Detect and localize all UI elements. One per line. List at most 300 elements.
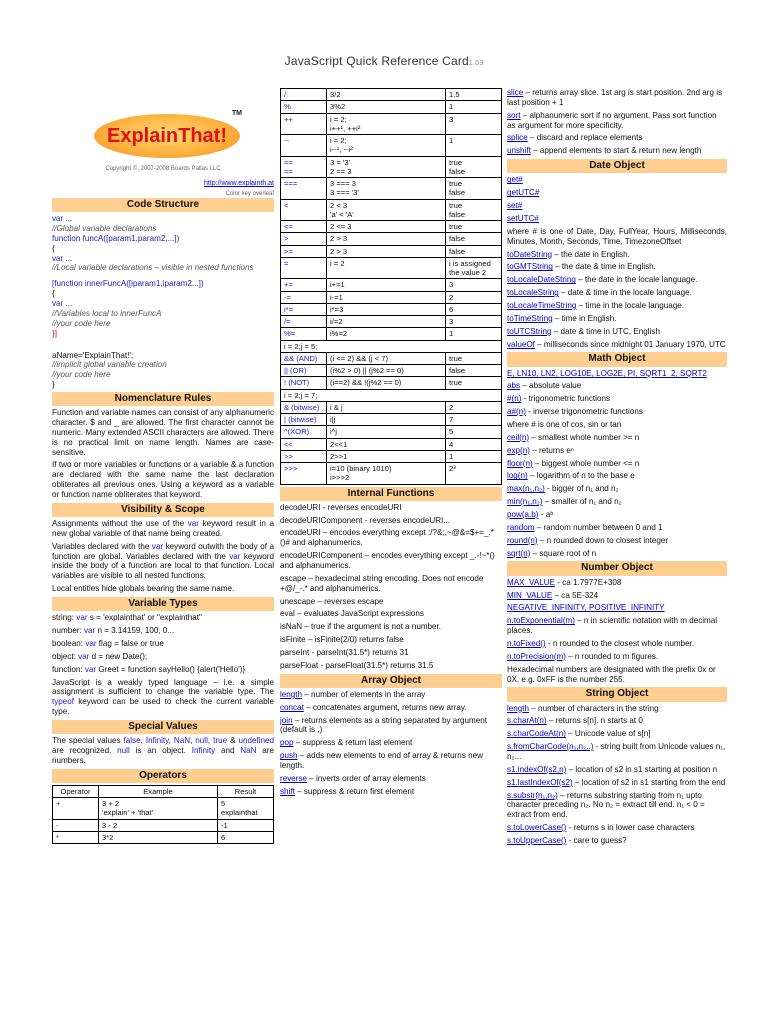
internal-function-item: isNaN – true if the argument is not a number. bbox=[280, 622, 442, 632]
operator-row bbox=[281, 113, 502, 135]
math-method-desc: – square root of n bbox=[530, 548, 597, 558]
date-method bbox=[507, 262, 727, 272]
logo-text: ExplainThat! bbox=[106, 124, 227, 147]
code-line: function funcA([param1,param2,...]) bbox=[52, 233, 180, 243]
internal-function-item: parseInt - parseInt(31.5*) returns 31 bbox=[280, 648, 409, 657]
array-method bbox=[280, 787, 502, 797]
operator-row bbox=[53, 798, 274, 820]
column-3 bbox=[507, 88, 727, 849]
operators-table-continued bbox=[280, 88, 502, 485]
operator-row bbox=[281, 438, 502, 450]
operator-result: 1 bbox=[446, 450, 502, 462]
date-method-link[interactable]: toLocaleString bbox=[507, 288, 559, 298]
math-method-link[interactable]: #(n) bbox=[507, 394, 522, 404]
operator-symbol: / bbox=[281, 89, 327, 101]
internal-function-item: parseFloat - parseFloat(31.5*) returns 31.5 bbox=[280, 660, 434, 670]
operator-symbol: i*= bbox=[281, 303, 327, 315]
string-method bbox=[507, 729, 727, 739]
visibility-p1: Assignments without the use of the var keyword result in a new global variable of that name being created. bbox=[52, 519, 274, 538]
string-method-link[interactable]: s.charCodeAt(n) bbox=[507, 729, 566, 739]
operator-result: 3 bbox=[446, 279, 502, 291]
operators-table bbox=[52, 785, 274, 844]
operator-result: i is assigned the value 2 bbox=[446, 257, 502, 279]
operator-result: true bbox=[446, 352, 502, 364]
operator-symbol: -- bbox=[281, 135, 327, 157]
array-method-desc: – discard and replace elements bbox=[527, 133, 643, 143]
math-method-link[interactable]: exp(n) bbox=[507, 445, 530, 455]
operator-row bbox=[281, 279, 502, 291]
operator-example: 2<<1 bbox=[327, 438, 446, 450]
date-accessor-link[interactable]: set# bbox=[507, 201, 523, 211]
date-method-link[interactable]: toLocaleDateString bbox=[507, 275, 576, 285]
vt-note: JavaScript is a weakly typed language – i.e. a simple assignment is sufficient to change the variable type. The typeof keyword can be used to check the current variable type. bbox=[52, 677, 274, 717]
math-method-desc: where # is one of cos, sin or tan bbox=[507, 420, 622, 429]
code-structure-header: Code Structure bbox=[52, 198, 274, 212]
array-method bbox=[280, 690, 502, 700]
array-method-link[interactable]: concat bbox=[280, 702, 304, 712]
number-member-link[interactable]: n.toExponential(m) bbox=[507, 616, 575, 626]
operator-row bbox=[281, 377, 502, 389]
operator-example: (i <= 2) && (j < 7) bbox=[327, 352, 446, 364]
string-method bbox=[507, 778, 727, 788]
number-member-desc: - ca 1.7977E+308 bbox=[554, 577, 622, 587]
operator-example: i=10 (binary 1010) i>>>2 bbox=[327, 463, 446, 485]
operator-symbol: ^(XOR) bbox=[281, 426, 327, 438]
operator-row bbox=[281, 135, 502, 157]
operator-row bbox=[53, 819, 274, 831]
math-method-desc: - trigonometric functions bbox=[521, 394, 611, 404]
code-line: //Global variable declarations bbox=[52, 224, 157, 234]
string-methods-list bbox=[507, 704, 727, 846]
nomenclature-p2: If two or more variables or functions or a variable & a function are declared with the same name the last declaration obliterates all previous ones. Using a keyword as a variable or function name obliterates that keyword. bbox=[52, 460, 274, 499]
operator-row bbox=[281, 101, 502, 113]
math-method-desc: – n rounded down to closest integer bbox=[537, 535, 669, 545]
number-member bbox=[507, 616, 727, 636]
string-method-desc: – number of characters in the string bbox=[529, 703, 659, 713]
code-line: [function innerFuncA([iparam1,iparam2...]) bbox=[52, 279, 204, 289]
operator-result: 7 bbox=[446, 414, 502, 426]
operator-symbol: | (bitwise) bbox=[281, 414, 327, 426]
copyright: Copyright ©, 2007-2008 Boards Pallas LLC bbox=[105, 166, 221, 172]
date-method bbox=[507, 327, 727, 337]
string-method-link[interactable]: s1.lastIndexOf(s2) bbox=[507, 777, 573, 787]
special-values-text: The special values false, Infinity, NaN, null, true & undefined are recognized. null is an object. Infinity and NaN are numbers. bbox=[52, 736, 275, 765]
version-label: 1.03 bbox=[468, 60, 484, 67]
operator-note: i = 2;j = 5; bbox=[281, 340, 502, 352]
date-method-desc: – date & time in UTC, English bbox=[551, 326, 660, 336]
operator-symbol: >= bbox=[281, 245, 327, 257]
operator-row bbox=[281, 199, 502, 221]
math-method bbox=[507, 536, 727, 546]
nomenclature-header: Nomenclature Rules bbox=[52, 392, 274, 406]
math-method-link[interactable]: abs bbox=[507, 381, 521, 391]
date-accessor-link[interactable]: getUTC# bbox=[507, 188, 540, 198]
operator-note-row bbox=[281, 389, 502, 401]
variable-types-header: Variable Types bbox=[52, 597, 274, 611]
math-method bbox=[507, 497, 727, 507]
code-line: //Local variable declarations – visible in nested functions bbox=[52, 263, 254, 273]
operator-example: 3 - 2 bbox=[99, 819, 218, 831]
operator-result: 5 explainthat bbox=[218, 798, 274, 820]
string-method-link[interactable]: s.charAt(n) bbox=[507, 716, 547, 726]
array-method-link[interactable]: slice bbox=[507, 88, 524, 97]
vt-function: function: var Greet = function sayHello() {alert('Hello')} bbox=[52, 664, 246, 674]
math-method-link[interactable]: max(n₁,n₂) bbox=[507, 484, 545, 494]
operator-result: false bbox=[446, 365, 502, 377]
string-method bbox=[507, 765, 727, 775]
operator-example: i & j bbox=[327, 401, 446, 413]
math-method-link[interactable]: min(n₁,n₂) bbox=[507, 497, 543, 507]
math-method-desc: - inverse trigonometric functions bbox=[525, 407, 643, 417]
string-method-desc: – returns s[n]. n starts at 0 bbox=[546, 716, 643, 726]
operator-example: 3*2 bbox=[99, 831, 218, 843]
operator-result: 2 bbox=[446, 401, 502, 413]
visibility-header: Visibility & Scope bbox=[52, 503, 274, 517]
math-method bbox=[507, 549, 727, 559]
date-accessor-link[interactable]: setUTC# bbox=[507, 213, 539, 223]
operator-row bbox=[281, 414, 502, 426]
operators-header: Operators bbox=[52, 769, 274, 783]
math-method bbox=[507, 523, 727, 533]
array-method bbox=[507, 88, 727, 108]
number-members-list bbox=[507, 578, 727, 662]
operator-row bbox=[281, 156, 502, 178]
operator-example: 3 = '3' 2 == 3 bbox=[327, 156, 446, 178]
operator-symbol: % bbox=[281, 101, 327, 113]
array-method-link[interactable]: unshift bbox=[507, 146, 531, 156]
math-method-link[interactable]: sqrt(n) bbox=[507, 548, 531, 558]
operator-row bbox=[281, 257, 502, 279]
math-method-link[interactable]: pow(a,b) bbox=[507, 510, 539, 520]
operator-symbol: += bbox=[281, 279, 327, 291]
operator-row bbox=[281, 450, 502, 462]
operator-row bbox=[281, 221, 502, 233]
operator-result: false bbox=[446, 245, 502, 257]
date-method bbox=[507, 275, 727, 285]
internal-function-item: decodeURI - reverses encodeURI bbox=[280, 502, 402, 512]
operator-example: i%=2 bbox=[327, 328, 446, 340]
operator-result: false bbox=[446, 233, 502, 245]
operator-result: 2 bbox=[446, 291, 502, 303]
number-member-desc: – n rounded to m figures. bbox=[565, 651, 659, 661]
array-method-desc: – suppress & return first element bbox=[294, 786, 415, 796]
math-object-header: Math Object bbox=[507, 352, 727, 366]
number-member-desc: – n in scientific notation with m decimal places. bbox=[507, 616, 718, 636]
array-method-link[interactable]: length bbox=[280, 689, 303, 699]
number-member bbox=[507, 652, 727, 662]
operator-result: 6 bbox=[446, 303, 502, 315]
operator-row bbox=[53, 831, 274, 843]
number-member-link[interactable]: n.toPrecision(m) bbox=[507, 651, 566, 661]
operator-symbol: === bbox=[281, 178, 327, 200]
math-method-link[interactable]: round(n) bbox=[507, 535, 538, 545]
date-method-link[interactable]: toGMTString bbox=[507, 262, 553, 272]
math-method-link[interactable]: log(n) bbox=[507, 471, 528, 481]
date-method bbox=[507, 340, 727, 350]
operator-example: 2 < 3 'a' < 'A' bbox=[327, 199, 446, 221]
code-structure-block bbox=[52, 214, 274, 390]
operator-result: 1 bbox=[446, 328, 502, 340]
math-method-link[interactable]: random bbox=[507, 522, 535, 532]
math-method-link[interactable]: ceil(n) bbox=[507, 432, 530, 442]
array-method-link[interactable]: reverse bbox=[280, 773, 307, 783]
array-method-desc: – alphanumeric sort if no argument. Pass sort function as argument for more specificity. bbox=[507, 110, 717, 130]
array-method-desc: – append elements to start & return new length bbox=[530, 146, 702, 156]
operator-example: i|j bbox=[327, 414, 446, 426]
string-method bbox=[507, 704, 727, 714]
array-method bbox=[280, 774, 502, 784]
number-member-link[interactable]: n.toFixed() bbox=[507, 638, 546, 648]
operator-row bbox=[281, 352, 502, 364]
operator-row bbox=[281, 89, 502, 101]
code-line: var ... bbox=[52, 253, 73, 263]
number-member-link[interactable]: MIN_VALUE bbox=[507, 590, 553, 600]
string-method-desc: - care to guess? bbox=[566, 836, 627, 846]
operator-symbol: + bbox=[53, 798, 99, 820]
string-method-link[interactable]: s.substr(n₁,n₂) bbox=[507, 790, 558, 800]
string-method-desc: – returns substring starting from n₁ upto character preceding n₂. No n₂ = extract till end. n₁ < 0 = extract from end. bbox=[507, 790, 705, 820]
math-method bbox=[507, 459, 727, 469]
operator-note-row bbox=[281, 340, 502, 352]
operator-result: 1 bbox=[446, 101, 502, 113]
vt-string: string: var s = 'explainthat' or "explainthat" bbox=[52, 613, 202, 623]
math-method-desc: - aᵇ bbox=[538, 510, 554, 520]
operator-symbol: >>> bbox=[281, 463, 327, 485]
array-method-desc: – suppress & return last element bbox=[293, 738, 413, 748]
column-1 bbox=[52, 104, 274, 844]
operator-result: 5 bbox=[446, 426, 502, 438]
internal-function-item: encodeURIComponent – encodes everything except _.-!~*() and alphanumerics. bbox=[280, 551, 495, 570]
date-method-desc: – milliseconds since midnight 01 January 1970, UTC bbox=[534, 339, 726, 349]
date-method-desc: – time in the locale language. bbox=[576, 300, 684, 310]
operator-result: true bbox=[446, 221, 502, 233]
math-constants[interactable]: E, LN10, LN2, LOG10E, LOG2E, PI, SQRT1_2, SQRT2 bbox=[507, 368, 707, 378]
number-member bbox=[507, 639, 727, 649]
operator-result: -1 bbox=[218, 819, 274, 831]
string-method-link[interactable]: s1.indexOf(s2,n) bbox=[507, 764, 567, 774]
col-header: Example bbox=[99, 785, 218, 797]
date-method-link[interactable]: valueOf bbox=[507, 339, 535, 349]
math-method bbox=[507, 471, 727, 481]
date-method-desc: – the date in English. bbox=[552, 249, 630, 259]
array-method-desc: – concatenates argument, returns new array. bbox=[303, 702, 467, 712]
date-method bbox=[507, 288, 727, 298]
date-method-link[interactable]: toTimeString bbox=[507, 313, 553, 323]
array-method-desc: – returns elements as a string separated by argument (default is ,) bbox=[280, 715, 487, 735]
math-method-link[interactable]: floor(n) bbox=[507, 458, 533, 468]
array-method-link[interactable]: sort bbox=[507, 110, 521, 120]
operator-symbol: -= bbox=[281, 291, 327, 303]
array-method bbox=[507, 146, 727, 156]
operator-result: 1 bbox=[446, 135, 502, 157]
date-method-link[interactable]: toLocaleTimeString bbox=[507, 300, 577, 310]
operator-result: 6 bbox=[218, 831, 274, 843]
internal-function-item: encodeURI – encodes everything except :/?&;,~@&=$+=_.*()# and alphanumerics. bbox=[280, 528, 494, 548]
string-method-link[interactable]: s.fromCharCode(n₁,n₂..) bbox=[507, 742, 594, 752]
code-line: //implicit global variable creation bbox=[52, 360, 167, 370]
string-method bbox=[507, 823, 727, 833]
math-method-desc: – smaller of n₁ and n₂ bbox=[542, 497, 622, 507]
site-link[interactable]: http://www.explainth.at bbox=[203, 180, 274, 187]
string-method-desc: – Unicode value of s[n] bbox=[565, 729, 651, 739]
operator-symbol: * bbox=[53, 831, 99, 843]
math-methods-list bbox=[507, 381, 727, 558]
operator-symbol: == == bbox=[281, 156, 327, 178]
string-method-desc: – location of s2 in s1 starting at position n bbox=[566, 764, 718, 774]
date-methods-list bbox=[507, 250, 727, 350]
math-method-desc: – random number between 0 and 1 bbox=[534, 522, 663, 532]
operator-symbol: - bbox=[53, 819, 99, 831]
operator-row bbox=[281, 245, 502, 257]
math-method-desc: – biggest whole number <= n bbox=[532, 458, 640, 468]
number-member-desc: - n rounded to the closest whole number. bbox=[545, 638, 695, 648]
string-method bbox=[507, 836, 727, 846]
operator-symbol: <= bbox=[281, 221, 327, 233]
logo-area bbox=[52, 104, 274, 196]
string-method-link[interactable]: length bbox=[507, 703, 530, 713]
title-text: JavaScript Quick Reference Card bbox=[284, 54, 469, 68]
array-method-link[interactable]: shift bbox=[280, 786, 295, 796]
math-method bbox=[507, 484, 727, 494]
operator-example: 2 > 3 bbox=[327, 233, 446, 245]
operator-example: 3 + 2 'explain' + 'that' bbox=[99, 798, 218, 820]
operator-example: 2 > 3 bbox=[327, 245, 446, 257]
operator-result: true false bbox=[446, 178, 502, 200]
string-method-desc: – location of s2 in s1 starting from the end bbox=[572, 777, 726, 787]
date-method bbox=[507, 314, 727, 324]
array-method-link[interactable]: splice bbox=[507, 133, 528, 143]
operator-row bbox=[281, 463, 502, 485]
operator-result: 3 bbox=[446, 316, 502, 328]
code-line: var ... bbox=[52, 214, 73, 224]
string-method-link[interactable]: s.toLowerCase() bbox=[507, 823, 567, 833]
date-where: where # is one of Date, Day, FullYear, Hours, Milliseconds, Minutes, Month, Seconds, Time, TimezoneOffset bbox=[507, 226, 727, 246]
math-method bbox=[507, 381, 727, 391]
math-method bbox=[507, 407, 727, 417]
operator-example: i = 2; i--¹, --i² bbox=[327, 135, 446, 157]
operator-row bbox=[281, 233, 502, 245]
number-member-link[interactable]: MAX_VALUE bbox=[507, 577, 555, 587]
operator-example: 2>>1 bbox=[327, 450, 446, 462]
nomenclature-p1: Function and variable names can consist of any alphanumeric character. $ and _ are allowed. The first character cannot be numeric. Many extended ASCII characters are allowed. There is no practical limit on name length. Names are case-sensitive. bbox=[52, 408, 274, 457]
operator-example: (i==2) && !(j%2 == 0) bbox=[327, 377, 446, 389]
internal-functions-header: Internal Functions bbox=[280, 487, 502, 501]
operator-example: i/=2 bbox=[327, 316, 446, 328]
operator-symbol: ! (NOT) bbox=[281, 377, 327, 389]
operator-symbol: ++ bbox=[281, 113, 327, 135]
array-method-desc: – adds new elements to end of array & returns new length. bbox=[280, 751, 483, 771]
string-method bbox=[507, 742, 727, 762]
operator-example: (i%2 > 0) || (j%2 == 0) bbox=[327, 365, 446, 377]
logo-tm: TM bbox=[231, 110, 242, 117]
operator-symbol: && (AND) bbox=[281, 352, 327, 364]
operator-row bbox=[281, 401, 502, 413]
number-member bbox=[507, 578, 727, 588]
number-member-link[interactable]: NEGATIVE_INFINITY, POSITIVE_INFINITY bbox=[507, 603, 665, 613]
array-method bbox=[507, 111, 727, 131]
array-method bbox=[280, 738, 502, 748]
string-method bbox=[507, 716, 727, 726]
array-method-link[interactable]: pop bbox=[280, 738, 294, 748]
special-values-header: Special Values bbox=[52, 720, 274, 734]
math-method bbox=[507, 420, 727, 430]
number-object-header: Number Object bbox=[507, 561, 727, 575]
array-method-link[interactable]: join bbox=[280, 715, 293, 725]
operator-symbol: /= bbox=[281, 316, 327, 328]
string-method-link[interactable]: s.toUpperCase() bbox=[507, 836, 567, 846]
array-method-desc: – returns array slice. 1st arg is start position. 2nd arg is last position + 1 bbox=[507, 88, 723, 107]
math-method-desc: – smallest whole number >= n bbox=[529, 432, 640, 442]
operator-symbol: %= bbox=[281, 328, 327, 340]
operator-example: i^j bbox=[327, 426, 446, 438]
internal-function-item: isFinite – isFinite(2/0) returns false bbox=[280, 635, 404, 645]
col-header: Operator bbox=[53, 785, 99, 797]
code-line: } bbox=[52, 380, 55, 390]
operator-row bbox=[281, 178, 502, 200]
operator-result: 2³ bbox=[446, 463, 502, 485]
string-method-desc: - string built from Unicode values n₁, n₂... bbox=[507, 742, 726, 761]
operator-symbol: << bbox=[281, 438, 327, 450]
string-method-desc: - returns s in lower case characters bbox=[566, 823, 695, 833]
date-method-desc: – date & time in the locale language. bbox=[558, 288, 692, 298]
operator-result: 3 bbox=[446, 113, 502, 135]
visibility-p2: Variables declared with the var keyword outwith the body of a function are global. Variables declared with the var keyword inside the body of a function are local to that function. Local variables are visible to all nested functions. bbox=[52, 541, 274, 581]
date-method bbox=[507, 250, 727, 260]
array-method bbox=[280, 703, 502, 713]
array-method bbox=[280, 716, 502, 736]
code-line: { bbox=[52, 243, 55, 253]
code-line: //your code here bbox=[52, 318, 111, 328]
internal-function-item: unescape – reverses escape bbox=[280, 596, 384, 606]
number-hex-note: Hexadecimal numbers are designated with the prefix 0x or 0X. e.g. 0xFF is the number 255. bbox=[507, 664, 716, 684]
date-method-link[interactable]: toDateString bbox=[507, 249, 552, 259]
operator-result: 4 bbox=[446, 438, 502, 450]
date-accessor-link[interactable]: get# bbox=[507, 175, 523, 185]
math-method-link[interactable]: a#(n) bbox=[507, 407, 526, 417]
operator-result: 1.5 bbox=[446, 89, 502, 101]
math-method-desc: – logarithm of n to the base e bbox=[527, 471, 635, 481]
date-method-desc: – time in English. bbox=[552, 313, 617, 323]
vt-boolean: boolean: var flag = false or true bbox=[52, 638, 164, 648]
string-object-header: String Object bbox=[507, 687, 727, 701]
date-object-header: Date Object bbox=[507, 159, 727, 173]
operator-example: 3 === 3 3 === '3' bbox=[327, 178, 446, 200]
math-method-desc: - bigger of n₁ and n₂ bbox=[544, 484, 619, 494]
operator-example: i = 2 bbox=[327, 257, 446, 279]
operator-example: i = 2; i++¹, ++i² bbox=[327, 113, 446, 135]
array-method-link[interactable]: push bbox=[280, 751, 298, 761]
code-line: //Variables local to innerFuncA bbox=[52, 308, 162, 318]
code-line: var ... bbox=[52, 299, 73, 309]
vt-object: object: var d = new Date(); bbox=[52, 651, 148, 661]
operator-example: i+=1 bbox=[327, 279, 446, 291]
math-method bbox=[507, 394, 727, 404]
array-methods-list bbox=[280, 690, 502, 797]
math-method bbox=[507, 446, 727, 456]
operator-row bbox=[281, 316, 502, 328]
internal-function-item: eval – evaluates JavaScript expressions bbox=[280, 609, 424, 619]
operator-example: i*=3 bbox=[327, 303, 446, 315]
internal-functions-list bbox=[280, 503, 502, 671]
code-line: aName='ExplainThat!'; bbox=[52, 350, 134, 360]
operator-row bbox=[281, 303, 502, 315]
operator-symbol: = bbox=[281, 257, 327, 279]
operator-symbol: < bbox=[281, 199, 327, 221]
operator-example: 3/2 bbox=[327, 89, 446, 101]
operator-result: true bbox=[446, 377, 502, 389]
internal-function-item: decodeURIComponent - reverses encodeURI... bbox=[280, 515, 451, 525]
date-method-link[interactable]: toUTCString bbox=[507, 326, 552, 336]
